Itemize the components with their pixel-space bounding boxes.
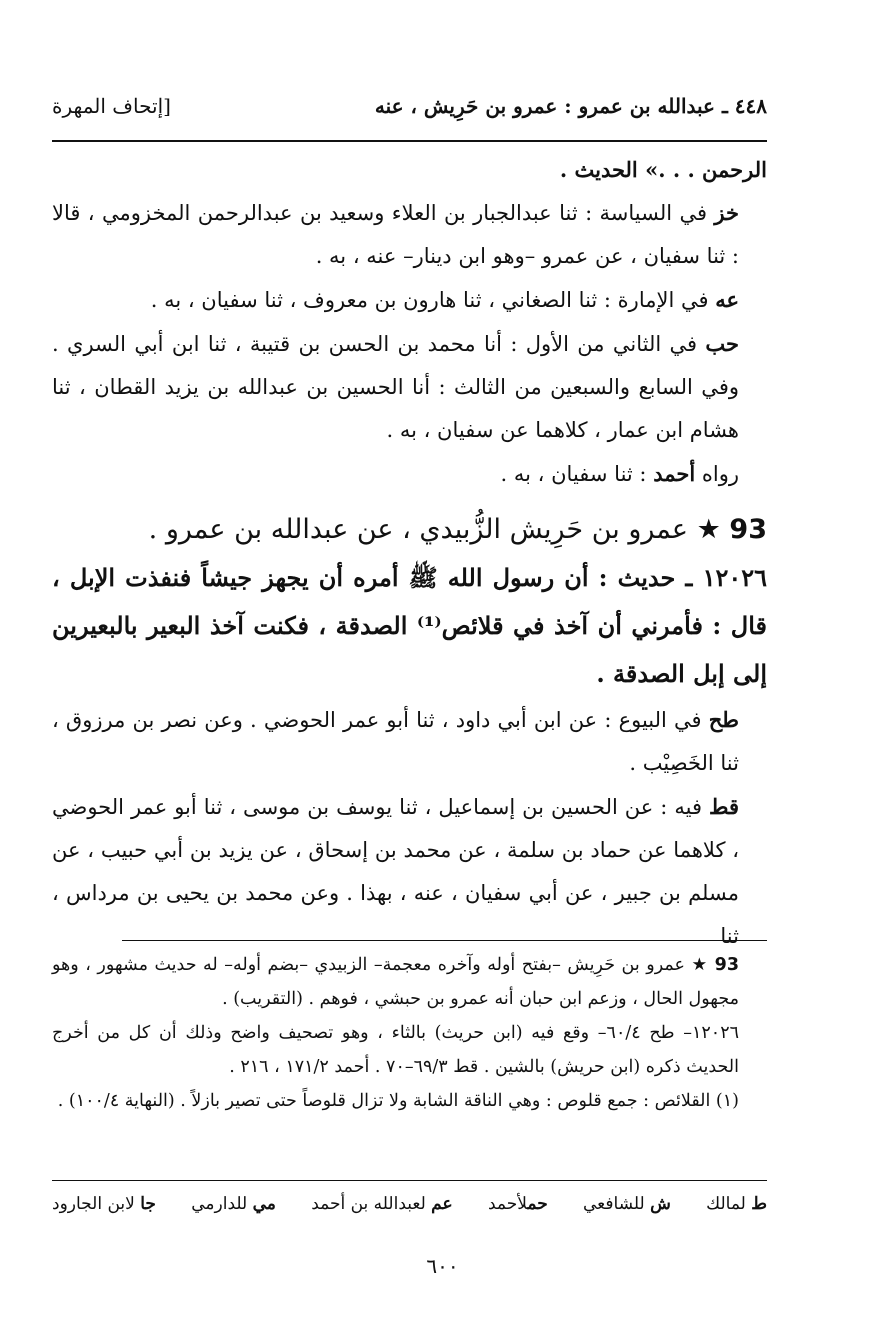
book-title: [إتحاف المهرة	[52, 94, 171, 118]
running-header	[52, 86, 767, 126]
abbreviations-rule	[52, 1180, 767, 1181]
source-code: خز	[714, 200, 739, 225]
source-ah	[52, 278, 767, 322]
hadith-matn: أن رسول الله ﷺ أمره أن يجهز جيشاً فنفذت الإبل ، قال : فأمرني أن آخذ في قلائص⁽¹⁾ الصدقة ، فكنت آخذ البعير بالبعيرين إلى إبل الصدقة .	[52, 563, 767, 688]
footnote-narrator	[52, 948, 767, 1016]
footnote-entry-number: 93	[714, 955, 739, 975]
header-rule	[52, 140, 767, 142]
narrator-entry-heading	[52, 506, 767, 554]
source-qt	[52, 785, 767, 958]
page-number: ٦٠٠	[426, 1254, 459, 1278]
source-code: طح	[708, 707, 739, 732]
abbreviations-legend	[52, 1194, 767, 1214]
chapter-title: ٤٤٨ ـ عبدالله بن عمرو : عمرو بن حَرِيش ، عنه	[374, 94, 767, 118]
source-prefix: رواه	[701, 462, 739, 486]
footnote-gloss: (١) القلائص : جمع قلوص : وهي الناقة الشابة ولا تزال قلوصاً حتى تصير بازلاً . (النهاية ١٠٠/٤) .	[57, 1091, 739, 1111]
source-text: : ثنا سفيان ، به .	[500, 462, 647, 486]
footnote-hadith: ١٢٠٢٦– طح ٦٠/٤– وقع فيه (ابن حريث) بالثاء ، وهو تصحيف واضح وذلك أن كل من أخرج الحديث ذكره (ابن حريش) بالشين . قط ٦٩/٣–٧٠ . أحمد ١٧١/٢ ، ٢١٦ .	[52, 1023, 739, 1077]
text-line: الرحمن . . .» الحديث .	[559, 157, 767, 182]
source-text: فيه : عن الحسين بن إسماعيل ، ثنا يوسف بن موسى ، ثنا أبو عمر الحوضي ، كلاهما عن حماد بن سلمة ، عن محمد بن إسحاق ، عن يزيد بن أبي حبيب ، عن مسلم بن جبير ، عن أبي سفيان ، عنه ، بهذا . وعن محمد بن يحيى بن مرداس ، ثنا	[52, 795, 739, 948]
source-code: حب	[705, 331, 740, 356]
star-icon: ★	[691, 955, 709, 975]
source-text: في الثاني من الأول : أنا محمد بن الحسن بن قتيبة ، ثنا ابن أبي السري . وفي السابع والسبعين من الثالث : أنا الحسين بن عبدالله بن يزيد القطان ، ثنا هشام ابن عمار ، كلاهما عن سفيان ، به .	[52, 332, 739, 442]
star-icon: ★	[696, 514, 721, 545]
abbreviation-item: عم لعبدالله بن أحمد	[311, 1194, 453, 1214]
abbreviation-item: ط لمالك	[706, 1194, 767, 1214]
source-text: في الإمارة : ثنا الصغاني ، ثنا هارون بن معروف ، ثنا سفيان ، به .	[150, 288, 709, 312]
footnote-rule	[122, 940, 767, 941]
source-code: عه	[715, 287, 739, 312]
source-text: في البيوع : عن ابن أبي داود ، ثنا أبو عمر الحوضي . وعن نصر بن مرزوق ، ثنا الخَصِيْب .	[52, 708, 739, 775]
hadith-text	[52, 554, 767, 698]
entry-number: 93	[729, 514, 767, 545]
entry-title: عمرو بن حَرِيش الزُّبيدي ، عن عبدالله بن عمرو .	[148, 514, 689, 545]
source-khz	[52, 191, 767, 278]
source-text: في السياسة : ثنا عبدالجبار بن العلاء وسعيد بن عبدالرحمن المخزومي ، قالا : ثنا سفيان ، عن عمرو –وهو ابن دينار– عنه ، به .	[52, 201, 739, 268]
source-code: أحمد	[653, 461, 696, 486]
footnote-text: عمرو بن حَرِيش –بفتح أوله وآخره معجمة– الزبيدي –بضم أوله– له حديث مشهور ، وهو مجهول الحال ، وزعم ابن حبان أنه عمرو بن حبشي ، فوهم . (التقريب) .	[52, 955, 739, 1009]
source-code: قط	[709, 794, 739, 819]
abbreviation-item: حملأحمد	[487, 1194, 548, 1214]
hadith-number: ١٢٠٢٦ ـ حديث :	[598, 563, 768, 592]
abbreviation-item: جا لابن الجارود	[52, 1194, 156, 1214]
footnotes	[52, 948, 767, 1118]
source-hb	[52, 322, 767, 452]
source-th	[52, 698, 767, 785]
abbreviation-item: مي للدارمي	[191, 1194, 276, 1214]
source-ahmad	[52, 452, 767, 496]
abbreviation-item: ش للشافعي	[583, 1194, 671, 1214]
main-text	[52, 148, 767, 958]
